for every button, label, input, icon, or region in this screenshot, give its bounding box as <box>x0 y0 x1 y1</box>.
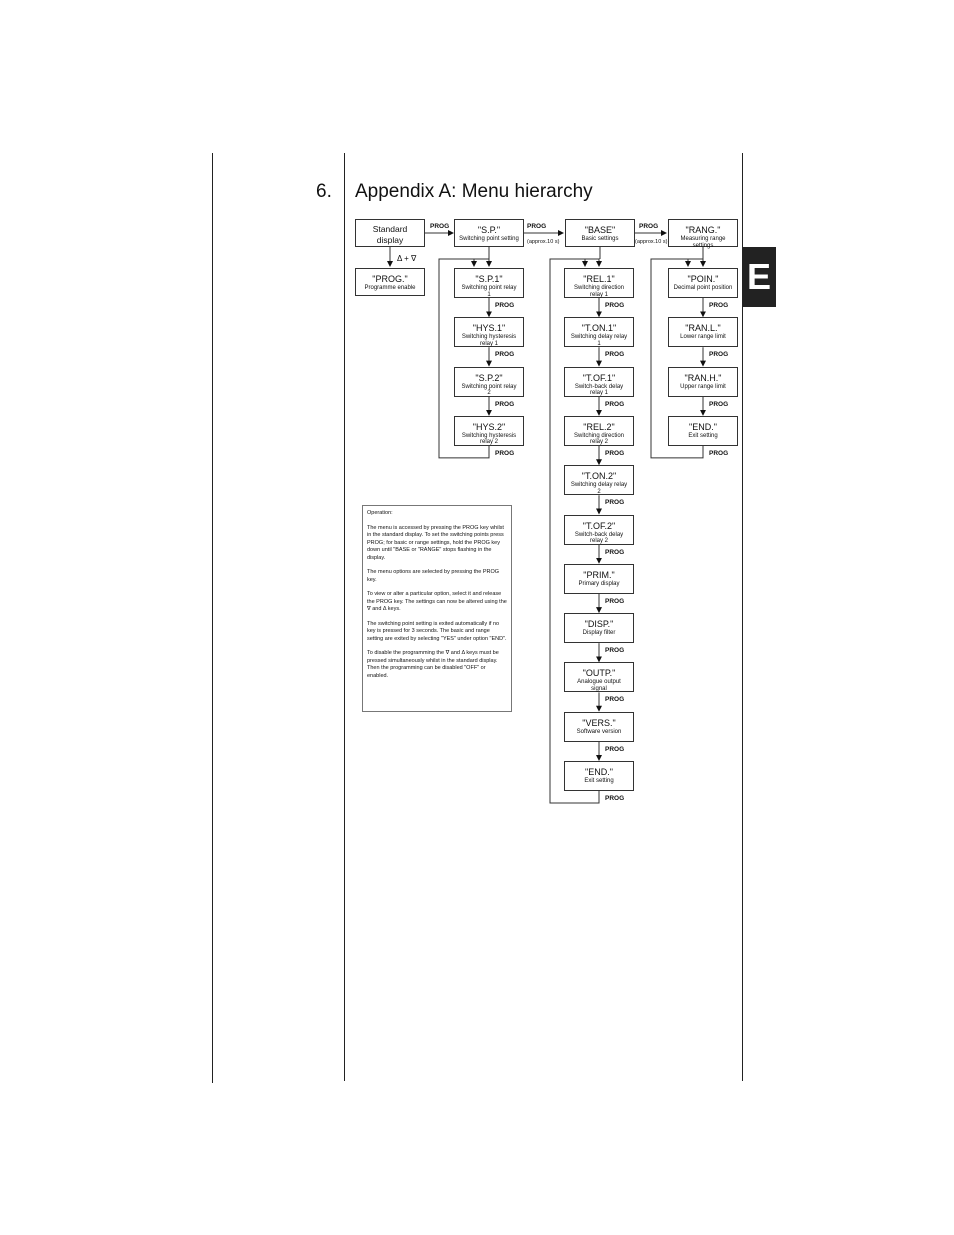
base-menu-item-box <box>564 761 634 791</box>
sp-sub: Switching point setting <box>459 236 519 242</box>
base-menu-item-box <box>564 317 634 347</box>
base-menu-item-box <box>564 613 634 643</box>
sp-menu-item-box <box>454 268 524 298</box>
prog-label: PROG <box>605 400 625 408</box>
base-menu-item-sub: Switching delay relay 1 <box>570 334 628 347</box>
base-menu-item-box <box>564 416 634 446</box>
rang-box <box>668 219 738 247</box>
base-title: "BASE" <box>584 225 616 235</box>
base-menu-item-title: "T.OF.2" <box>582 520 616 531</box>
sp-menu-item-title: "S.P.2" <box>475 372 503 383</box>
sp-title: "S.P." <box>477 225 501 235</box>
rang-menu-item-title: "RAN.L." <box>685 323 721 334</box>
rang-menu-item-box <box>668 317 738 347</box>
sp-menu-item-sub: Switching point relay 2 <box>461 383 517 397</box>
prog-label: PROG <box>605 351 625 359</box>
sp-menu-item-sub: Switching hysteresis relay 1 <box>461 334 517 347</box>
sp-menu-item-title: "HYS.1" <box>472 323 506 334</box>
operation-paragraph: The menu is accessed by pressing the PROG key whilst in the standard display. To set the switching points press PROG; for basic or range settings, hold the PROG key down until "BASE or "RANGE" stops flashing in the display. <box>367 524 504 561</box>
base-menu-item-title: "DISP." <box>584 619 614 630</box>
operation-paragraph: The switching point setting is exited automatically if no key is pressed for 3 seconds. The basic and range setting are exited by selecting "YES" under option "END". <box>367 620 507 642</box>
operation-paragraph: To disable the programming the ∇ and Δ keys must be pressed simultaneously whilst in the standard display. Then the programming can be disabled "OFF" or enabled. <box>367 650 499 679</box>
prog-label-top-1: PROG <box>430 223 450 230</box>
sp-box <box>454 219 524 247</box>
operation-heading: Operation: <box>367 510 393 516</box>
base-menu-item-title: "OUTP." <box>582 668 616 679</box>
base-menu-item-box <box>564 515 634 545</box>
prog-enable-title: "PROG." <box>372 274 408 284</box>
rang-menu-item-box <box>668 416 738 446</box>
rang-menu-item-sub: Lower range limit <box>680 334 726 341</box>
key-combo-label: Δ + ∇ <box>397 254 417 263</box>
prog-enable-box <box>355 268 425 296</box>
base-menu-item-sub: Display filter <box>582 630 616 637</box>
base-menu-item-sub: Switching direction relay 1 <box>573 285 625 298</box>
prog-label: PROG <box>605 647 625 655</box>
base-menu-item-title: "T.ON.1" <box>581 323 617 334</box>
prog-enable-sub: Programme enable <box>364 285 416 291</box>
language-tab: E <box>742 247 776 307</box>
prog-label: PROG <box>605 597 625 605</box>
rang-menu-item-title: "POIN." <box>687 274 719 284</box>
base-menu-item-sub: Switch-back delay relay 2 <box>574 531 624 544</box>
base-menu-item-box <box>564 564 634 594</box>
base-menu-item-title: "T.OF.1" <box>582 372 616 383</box>
standard-display-title: Standard display <box>372 224 408 245</box>
base-menu-item-sub: Switching delay relay 2 <box>570 482 628 495</box>
base-menu-item-sub: Switch-back delay relay 1 <box>574 383 624 397</box>
base-menu-item-box <box>564 367 634 397</box>
sp-menu-item-sub: Switching point relay 1 <box>461 285 517 298</box>
prog-label-top-3: PROG <box>639 223 659 230</box>
base-menu-item-sub: Primary display <box>578 580 620 587</box>
prog-label: PROG <box>495 351 515 359</box>
sp-menu-item-sub: Switching hysteresis relay 2 <box>461 432 517 446</box>
rang-menu-item-sub: Exit setting <box>688 432 718 439</box>
rang-title: "RANG." <box>685 225 721 235</box>
base-menu-item-sub: Analogue output signal <box>577 679 621 692</box>
base-menu-item-title: "T.ON.2" <box>581 471 617 482</box>
prog-label: PROG <box>605 449 625 457</box>
base-menu-item-box <box>564 465 634 495</box>
prog-label: PROG <box>605 499 625 507</box>
prog-label: PROG <box>495 449 515 457</box>
base-menu-item-title: "REL.2" <box>583 421 615 432</box>
prog-label: PROG <box>605 302 625 309</box>
prog-label: PROG <box>605 696 625 704</box>
base-menu-item-sub: Switching direction relay 2 <box>573 432 625 446</box>
base-sub: Basic settings <box>581 236 619 242</box>
prog-label: PROG <box>709 400 729 408</box>
prog-label: PROG <box>605 795 625 802</box>
prog-label-top-2: PROG <box>527 223 547 230</box>
prog-label: PROG <box>709 302 729 309</box>
prog-label: PROG <box>709 351 729 359</box>
rang-menu-item-sub: Decimal point position <box>673 285 733 291</box>
section-title: Appendix A: Menu hierarchy <box>355 181 593 202</box>
prog-label: PROG <box>605 548 625 556</box>
sp-menu-item-title: "HYS.2" <box>472 421 506 432</box>
prog-label: PROG <box>495 400 515 408</box>
base-menu-item-title: "REL.1" <box>583 274 615 284</box>
operation-paragraph: The menu options are selected by pressing the PROG key. <box>367 569 500 583</box>
rang-menu-item-box <box>668 367 738 397</box>
rang-menu-item-box <box>668 268 738 298</box>
prog-label: PROG <box>605 745 625 753</box>
base-box <box>565 219 635 247</box>
base-menu-item-sub: Exit setting <box>584 778 614 784</box>
rang-menu-item-title: "END." <box>689 421 717 432</box>
base-menu-item-box <box>564 712 634 742</box>
prog-label: PROG <box>709 449 729 457</box>
rang-menu-item-title: "RAN.H." <box>684 372 722 383</box>
operation-notes <box>362 505 512 712</box>
sp-menu-item-title: "S.P.1" <box>475 274 503 284</box>
base-menu-item-sub: Software version <box>576 728 622 735</box>
base-menu-item-box <box>564 268 634 298</box>
section-number: 6. <box>316 181 332 202</box>
approx-label-2: (approx.10 s) <box>635 239 668 245</box>
rang-sub: Measuring range settings <box>680 236 726 249</box>
base-menu-item-title: "PRIM." <box>583 569 615 580</box>
prog-label: PROG <box>495 302 515 309</box>
base-menu-item-title: "VERS." <box>582 717 616 728</box>
approx-label-1: (approx.10 s) <box>527 239 560 245</box>
sp-menu-item-box <box>454 416 524 446</box>
base-menu-item-title: "END." <box>585 767 613 777</box>
base-menu-item-box <box>564 662 634 692</box>
rang-menu-item-sub: Upper range limit <box>680 383 726 390</box>
sp-menu-item-box <box>454 317 524 347</box>
operation-paragraph: To view or alter a particular option, select it and release the PROG key. The settings can now be altered using the ∇ and Δ keys. <box>367 591 507 612</box>
standard-display-box <box>355 219 425 247</box>
sp-menu-item-box <box>454 367 524 397</box>
